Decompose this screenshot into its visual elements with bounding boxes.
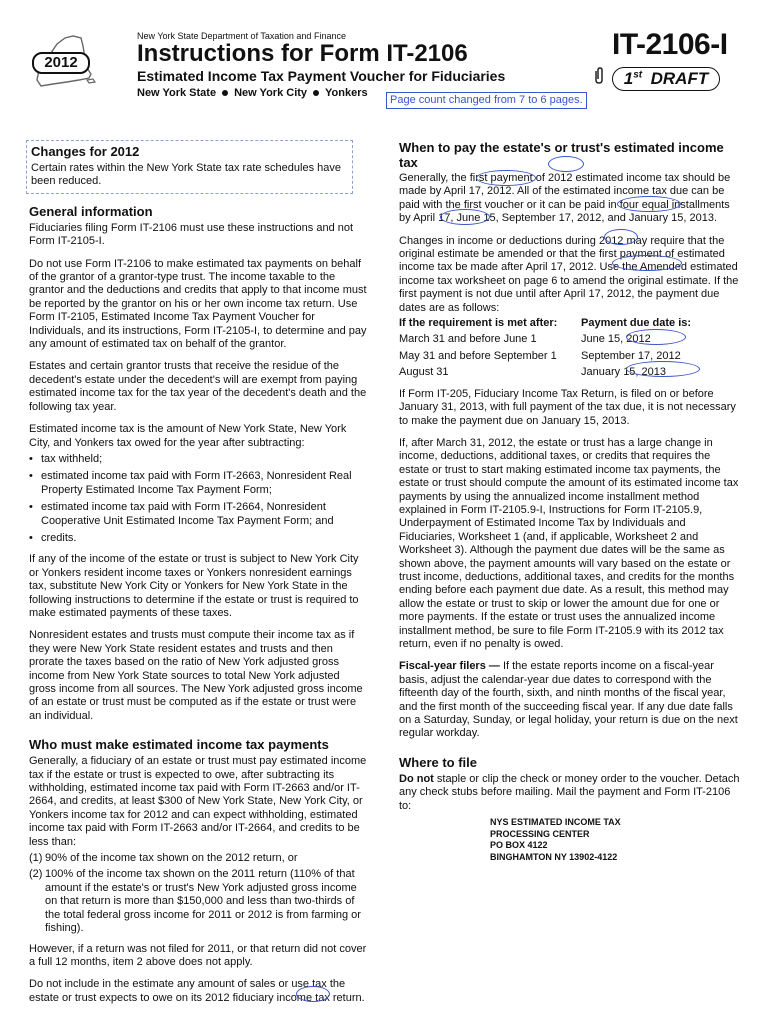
where-heading: Where to file: [399, 754, 478, 770]
table-cell: June 15, 2012: [581, 333, 651, 346]
draft-stamp: [612, 67, 720, 91]
right-column: [399, 140, 741, 863]
who-heading: Who must make estimated income tax payments: [29, 737, 329, 753]
item-number: (2): [29, 868, 43, 881]
address-line: PROCESSING CENTER: [490, 828, 590, 839]
jurisdictions: [137, 87, 368, 99]
paperclip-icon[interactable]: [593, 67, 605, 85]
who-p1: Generally, a fiduciary of an estate or trust must pay estimated income tax if the estate or trust is expected to owe, after subtracting its withholding, estimated income tax paid with Form IT-2663 and/or IT-2664, and credits, at least $300 of New York State, New York City, or Yonkers income tax for 2012 and can expect withholding, estimated income tax paid with Form IT-2663 and/or IT-2664, and credits to be less than:: [29, 755, 367, 848]
markup-circle: [296, 986, 330, 1002]
department-name: New York State Department of Taxation and Finance: [137, 31, 346, 41]
mailing-address: [490, 817, 741, 863]
markup-circle: [612, 255, 682, 271]
list-item: • credits.: [29, 532, 368, 545]
changes-box: [26, 140, 353, 194]
address-line: BINGHAMTON NY 13902-4122: [490, 851, 618, 862]
general-p4: Estimated income tax is the amount of New York State, New York City, and Yonkers tax owed for the year after subtracting:: [29, 423, 347, 449]
threshold-list: [29, 852, 368, 935]
changes-text: Certain rates within the New York State tax rate schedules have been reduced.: [31, 162, 342, 188]
changes-heading: Changes for 2012: [31, 144, 140, 159]
jurisdiction-yonkers: Yonkers: [325, 87, 368, 99]
table-cell: August 31: [399, 366, 449, 379]
when-p1: Generally, the first payment of 2012 estimated income tax should be made by April 17, 2012. All of the estimated income tax due can be paid with the first voucher or it can be paid in four equal installments by April 17, June 15, September 17, 2012, and January 15, 2013.: [399, 172, 731, 225]
page-title: Instructions for Form IT-2106: [137, 40, 468, 67]
column-header: If the requirement is met after:: [399, 317, 558, 330]
where-lead: Do not: [399, 772, 434, 785]
when-p2: Changes in income or deductions during 2012 may require that the original estimate be amended or that the first payment of estimated income tax be made after April 17, 2012. Use the Amended estimated income tax worksheet on page 6 to amend the original estimate. If the first payment is not due until after April 17, 2012, the payment due dates are as follows:: [399, 234, 739, 314]
list-item: • estimated income tax paid with Form IT-2663, Nonresident Real Property Estimated Income Tax Payment Form;: [29, 470, 368, 497]
markup-circle: [440, 209, 490, 225]
markup-circle: [626, 361, 700, 377]
when-p4: If, after March 31, 2012, the estate or trust has a large change in income, deductions, additional taxes, or credits that requires the estate or trust to start making estimated income tax payments, the estate or trust should compute the amount of its estimated income tax payments by using the annualized income installment method explained in Form IT-2105.9-I, Instructions for Form IT-2105.9, Underpayment of Estimated Income Tax by Individuals and Fiduciaries, Worksheet 1 (and, if applicable, Worksheet 2 and Worksheet 3). Although the payment due dates will be the same as shown above, the payment amounts will vary based on the estate or trust income, deductions, additional taxes, and credits for the months ending before each payment due date. As a result, this method may allow the estate or trust to skip or lower the amount due for one or more payments. If the estate or trust uses the annualized income installment method, be sure to file Form IT-2105.9 with its 2012 tax return, even if no penalty is owed.: [399, 436, 739, 650]
table-cell: March 31 and before June 1: [399, 333, 537, 346]
draft-ordinal-suffix: st: [633, 69, 643, 81]
subtract-list: [29, 453, 368, 545]
general-p3: Estates and certain grantor trusts that receive the residue of the decedent's estate under the decedent's will are exempt from paying estimated income tax for the tax year of the decedent's death and the following tax year.: [29, 360, 367, 413]
item-number: (1): [29, 852, 43, 865]
markup-circle: [476, 170, 536, 186]
year-badge: [32, 52, 90, 74]
list-item: • estimated income tax paid with Form IT-2664, Nonresident Cooperative Unit Estimated Income Tax Payment Form; and: [29, 501, 368, 528]
column-header: Payment due date is:: [581, 317, 692, 330]
list-item: [29, 852, 368, 865]
general-p6: Nonresident estates and trusts must compute their income tax as if they were New York State resident estates and trusts and then prorate the taxes based on the ratio of New York adjusted gross income from New York State sources to total New York adjusted gross income from all sources. The New York adjusted gross income of an estate or trust must be computed as if the estate or trust were an individual.: [29, 629, 363, 722]
who-p3: Do not include in the estimate any amount of sales or use tax the estate or trust expects to owe on its 2012 fiduciary income tax return.: [29, 978, 365, 1004]
address-line: NYS ESTIMATED INCOME TAX: [490, 817, 621, 828]
draft-ordinal: 1: [623, 69, 634, 88]
jurisdiction-state: New York State: [137, 87, 217, 99]
table-cell: September 17, 2012: [581, 349, 681, 362]
fiscal-year-paragraph: [399, 660, 741, 740]
list-item: • tax withheld;: [29, 453, 368, 466]
table-row: [399, 350, 741, 363]
separator-dot-icon: [313, 90, 319, 96]
where-text: staple or clip the check or money order to the voucher. Detach any check stubs before mailing. Mail the payment and Form IT-2106 to:: [399, 772, 740, 812]
jurisdiction-city: New York City: [234, 87, 308, 99]
general-heading: General information: [29, 203, 153, 219]
general-p5: If any of the income of the estate or trust is subject to New York City or Yonkers resident income taxes or Yonkers nonresident earnings tax, substitute New York City or Yonkers for New York State in the following instructions to determine if the estate or trust is required to make estimated payments of these taxes.: [29, 553, 359, 619]
draft-word: DRAFT: [650, 69, 709, 88]
where-paragraph: [399, 773, 741, 813]
fiscal-year-lead: Fiscal-year filers —: [399, 660, 500, 673]
table-row: [399, 333, 741, 346]
table-cell: May 31 and before September 1: [399, 349, 557, 362]
page-subtitle: Estimated Income Tax Payment Voucher for Fiduciaries: [137, 68, 506, 84]
when-p3: If Form IT-205, Fiduciary Income Tax Return, is filed on or before January 31, 2013, with full payment of the tax due, it is not necessary to make the payment due on January 15, 2013.: [399, 387, 736, 427]
page-count-annotation[interactable]: Page count changed from 7 to 6 pages.: [386, 92, 587, 109]
table-cell: January 15, 2013: [581, 366, 667, 379]
general-p2: Do not use Form IT-2106 to make estimated tax payments on behalf of the grantor of a grantor-type trust. The income taxable to the grantor and the deductions and credits that apply to that income must be reported by the grantor on his or her own income tax return. Use Form IT-2105, Estimated Income Tax Payment Voucher for Individuals, and its instructions, Form IT-2105-I, to determine and pay any amount of estimated tax on behalf of the grantor.: [29, 257, 367, 351]
form-code: IT-2106-I: [612, 28, 728, 61]
left-column: [29, 140, 368, 1014]
address-line: PO BOX 4122: [490, 840, 548, 851]
markup-circle: [617, 196, 681, 212]
markup-circle: [548, 156, 584, 172]
markup-circle: [626, 329, 686, 345]
general-p1: Fiduciaries filing Form IT-2106 must use these instructions and not Form IT-2105-I.: [29, 221, 354, 248]
when-heading: When to pay the estate's or trust's estimated income tax: [399, 140, 724, 170]
who-p2: However, if a return was not filed for 2011, or that return did not cover a full 12 months, item 2 above does not apply.: [29, 942, 367, 968]
item-text: 90% of the income tax shown on the 2012 return, or: [45, 852, 298, 865]
item-text: 100% of the income tax shown on the 2011 return (110% of that amount if the estate's or trust's New York adjusted gross income on that return is more than $150,000 and less than two-thirds of the total federal gross income for 2011 or 2012 is from farming or fishing).: [45, 868, 361, 935]
year-text: 2012: [44, 54, 78, 71]
table-header-row: [399, 317, 741, 330]
separator-dot-icon: [222, 90, 228, 96]
fiscal-year-text: If the estate reports income on a fiscal-year basis, adjust the calendar-year due dates to correspond with the fifteenth day of the fourth, sixth, and ninth months of the fiscal year, and the first month of the succeeding fiscal year. If any due date falls on a Saturday, Sunday, or legal holiday, your return is due on the next regular workday.: [399, 660, 738, 740]
list-item: [29, 868, 368, 935]
markup-circle: [604, 229, 638, 245]
